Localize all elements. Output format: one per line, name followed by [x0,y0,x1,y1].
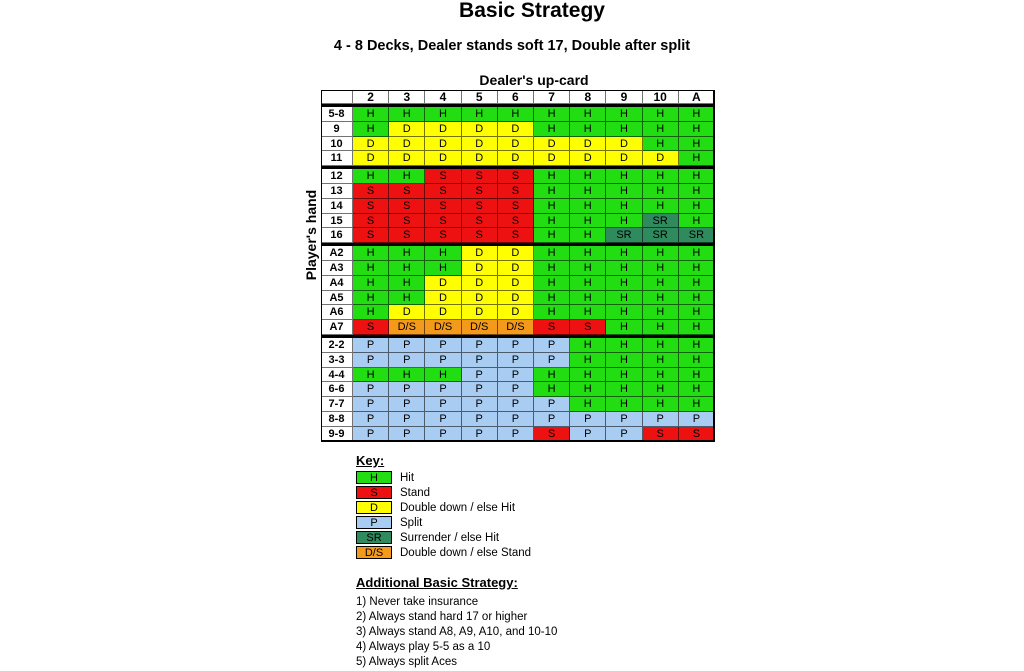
strategy-cell: D [462,276,498,291]
row-label: A2 [321,246,353,261]
strategy-cell: H [534,305,570,320]
strategy-cell: H [606,338,642,353]
strategy-cell: D [498,261,534,276]
strategy-cell: P [606,427,642,442]
strategy-cell: P [462,368,498,383]
key-label: Stand [400,487,431,499]
strategy-cell: H [606,276,642,291]
row-label: A3 [321,261,353,276]
strategy-cell: D [498,291,534,306]
row-label: 5-8 [321,107,353,122]
strategy-cell: H [570,305,606,320]
column-header: 5 [462,90,498,104]
row-label: 9 [321,122,353,137]
strategy-cell: H [643,199,679,214]
strategy-cell: H [679,338,715,353]
strategy-cell: H [353,291,389,306]
strategy-cell: H [534,261,570,276]
strategy-cell: H [570,184,606,199]
strategy-cell: H [534,368,570,383]
row-label: 3-3 [321,353,353,368]
strategy-cell: H [643,276,679,291]
strategy-cell: D [498,246,534,261]
strategy-cell: H [353,276,389,291]
strategy-cell: H [643,122,679,137]
strategy-cell: H [679,276,715,291]
strategy-cell: H [643,291,679,306]
strategy-cell: H [389,107,425,122]
key-swatch: SR [356,531,392,544]
strategy-cell: H [570,397,606,412]
strategy-cell: P [534,353,570,368]
strategy-cell: D [498,122,534,137]
strategy-cell: D [462,291,498,306]
strategy-cell: H [606,107,642,122]
row-label: 14 [321,199,353,214]
strategy-cell: H [570,382,606,397]
strategy-cell: S [425,228,461,243]
strategy-cell: P [353,338,389,353]
strategy-cell: H [570,122,606,137]
strategy-cell: H [389,261,425,276]
strategy-cell: H [679,137,715,152]
strategy-cell: P [389,397,425,412]
strategy-cell: P [534,397,570,412]
strategy-cell: H [679,246,715,261]
strategy-cell: SR [643,228,679,243]
page-subtitle: 4 - 8 Decks, Dealer stands soft 17, Double after split [333,38,691,54]
strategy-cell: S [353,320,389,335]
strategy-cell: H [679,199,715,214]
strategy-cell: H [534,382,570,397]
header-corner [321,90,353,104]
strategy-cell: S [425,184,461,199]
strategy-cell: H [643,246,679,261]
additional-strategy-title: Additional Basic Strategy: [356,575,518,590]
row-label: 11 [321,151,353,166]
strategy-cell: H [606,382,642,397]
strategy-cell: D/S [498,320,534,335]
strategy-cell: H [570,338,606,353]
strategy-cell: H [353,169,389,184]
strategy-cell: P [425,427,461,442]
strategy-cell: H [606,320,642,335]
strategy-cell: H [606,353,642,368]
strategy-cell: H [679,122,715,137]
column-header: 6 [498,90,534,104]
strategy-cell: H [498,107,534,122]
strategy-cell: D [498,276,534,291]
strategy-cell: D [425,137,461,152]
strategy-cell: S [498,214,534,229]
column-header: 3 [389,90,425,104]
strategy-cell: H [389,368,425,383]
strategy-cell: D [534,151,570,166]
strategy-cell: H [606,261,642,276]
strategy-cell: S [389,199,425,214]
players-hand-label: Player's hand [303,189,319,281]
strategy-cell: H [606,214,642,229]
row-label: 13 [321,184,353,199]
strategy-cell: H [570,368,606,383]
strategy-cell: SR [643,214,679,229]
strategy-cell: P [498,382,534,397]
strategy-cell: D [462,261,498,276]
strategy-cell: H [679,214,715,229]
strategy-cell: D [606,137,642,152]
strategy-cell: H [425,261,461,276]
strategy-cell: H [643,261,679,276]
strategy-cell: P [534,412,570,427]
strategy-cell: D [498,151,534,166]
row-label: 12 [321,169,353,184]
strategy-cell: H [643,368,679,383]
strategy-cell: P [425,382,461,397]
strategy-cell: H [606,169,642,184]
strategy-cell: S [498,228,534,243]
column-header: 8 [570,90,606,104]
strategy-cell: H [643,353,679,368]
strategy-cell: S [498,169,534,184]
strategy-cell: S [498,199,534,214]
strategy-cell: H [353,122,389,137]
strategy-cell: S [425,214,461,229]
strategy-cell: S [353,184,389,199]
strategy-cell: H [643,169,679,184]
key-swatch: D [356,501,392,514]
row-label: 9-9 [321,427,353,442]
strategy-cell: H [606,305,642,320]
strategy-cell: H [389,246,425,261]
strategy-cell: D [462,122,498,137]
strategy-cell: H [679,107,715,122]
strategy-cell: H [534,122,570,137]
key-swatch: S [356,486,392,499]
strategy-cell: S [425,199,461,214]
row-label: 16 [321,228,353,243]
strategy-cell: H [534,184,570,199]
strategy-cell: H [570,276,606,291]
strategy-cell: D/S [389,320,425,335]
strategy-cell: D/S [462,320,498,335]
strategy-cell: H [570,246,606,261]
strategy-cell: H [643,338,679,353]
strategy-cell: P [389,338,425,353]
strategy-cell: H [643,107,679,122]
strategy-cell: P [425,397,461,412]
strategy-cell: H [353,246,389,261]
strategy-cell: D [570,151,606,166]
strategy-cell: S [425,169,461,184]
row-label: A6 [321,305,353,320]
strategy-cell: H [606,246,642,261]
strategy-cell: H [606,199,642,214]
strategy-cell: S [462,169,498,184]
strategy-cell: S [462,228,498,243]
strategy-cell: H [425,246,461,261]
key-swatch: P [356,516,392,529]
strategy-cell: S [643,427,679,442]
strategy-cell: S [462,199,498,214]
strategy-cell: P [462,353,498,368]
strategy-cell: D [425,276,461,291]
key-swatch: D/S [356,546,392,559]
strategy-cell: H [679,184,715,199]
row-label: 7-7 [321,397,353,412]
strategy-cell: H [534,199,570,214]
key-title: Key: [356,453,385,468]
strategy-cell: S [353,228,389,243]
strategy-tip: 3) Always stand A8, A9, A10, and 10-10 [356,626,558,638]
strategy-cell: P [389,412,425,427]
strategy-cell: S [570,320,606,335]
strategy-cell: H [679,291,715,306]
strategy-tip: 4) Always play 5-5 as a 10 [356,641,491,653]
strategy-cell: P [462,382,498,397]
strategy-cell: P [425,412,461,427]
strategy-cell: H [606,397,642,412]
strategy-cell: D [570,137,606,152]
strategy-cell: S [462,184,498,199]
row-label: 6-6 [321,382,353,397]
strategy-cell: H [570,199,606,214]
strategy-cell: P [570,412,606,427]
row-label: A5 [321,291,353,306]
strategy-cell: H [606,122,642,137]
strategy-cell: D [389,137,425,152]
column-header: A [679,90,715,104]
strategy-cell: P [462,412,498,427]
strategy-cell: H [643,184,679,199]
column-header: 2 [353,90,389,104]
strategy-cell: P [606,412,642,427]
column-header: 7 [534,90,570,104]
column-header: 10 [643,90,679,104]
strategy-cell: H [570,291,606,306]
strategy-cell: P [353,427,389,442]
strategy-cell: P [462,397,498,412]
strategy-cell: D [462,137,498,152]
strategy-cell: H [389,169,425,184]
strategy-cell: H [534,169,570,184]
strategy-cell: P [498,338,534,353]
strategy-cell: H [389,276,425,291]
strategy-cell: D [462,151,498,166]
strategy-cell: P [389,427,425,442]
strategy-cell: H [606,368,642,383]
strategy-tip: 2) Always stand hard 17 or higher [356,611,528,623]
strategy-cell: D [353,137,389,152]
strategy-cell: H [389,291,425,306]
row-label: 2-2 [321,338,353,353]
strategy-cell: H [534,214,570,229]
strategy-cell: P [679,412,715,427]
key-label: Double down / else Hit [400,502,516,514]
strategy-cell: H [643,382,679,397]
strategy-cell: P [425,353,461,368]
strategy-cell: SR [679,228,715,243]
strategy-cell: D [606,151,642,166]
strategy-cell: SR [606,228,642,243]
key-swatch: H [356,471,392,484]
strategy-cell: H [425,368,461,383]
strategy-cell: H [570,107,606,122]
strategy-cell: H [606,291,642,306]
strategy-cell: D [498,137,534,152]
strategy-cell: H [570,261,606,276]
strategy-cell: D [643,151,679,166]
row-label: A7 [321,320,353,335]
strategy-cell: P [498,397,534,412]
key-label: Hit [400,472,415,484]
strategy-cell: P [425,338,461,353]
strategy-cell: P [498,427,534,442]
strategy-cell: H [534,228,570,243]
strategy-cell: S [679,427,715,442]
row-label: 8-8 [321,412,353,427]
strategy-cell: P [389,353,425,368]
strategy-cell: H [679,397,715,412]
strategy-cell: D [353,151,389,166]
column-header: 9 [606,90,642,104]
key-label: Surrender / else Hit [400,532,500,544]
strategy-cell: H [679,151,715,166]
strategy-cell: P [534,338,570,353]
strategy-tip: 5) Always split Aces [356,656,457,668]
strategy-cell: D [425,122,461,137]
row-label: 15 [321,214,353,229]
page-title: Basic Strategy [459,0,605,22]
strategy-cell: S [389,184,425,199]
strategy-cell: P [643,412,679,427]
strategy-cell: S [353,214,389,229]
strategy-cell: H [353,305,389,320]
strategy-cell: P [353,382,389,397]
dealer-upcard-label: Dealer's up-card [479,72,589,88]
strategy-cell: H [643,397,679,412]
strategy-cell: P [462,427,498,442]
strategy-cell: D [498,305,534,320]
strategy-cell: S [498,184,534,199]
strategy-cell: D [462,246,498,261]
strategy-cell: S [389,228,425,243]
strategy-cell: H [643,320,679,335]
strategy-table [321,90,715,442]
strategy-cell: S [534,427,570,442]
strategy-cell: P [353,353,389,368]
strategy-cell: H [679,169,715,184]
strategy-cell: H [534,276,570,291]
strategy-cell: D [425,151,461,166]
row-label: A4 [321,276,353,291]
strategy-cell: H [353,368,389,383]
strategy-cell: D [425,305,461,320]
strategy-cell: H [643,137,679,152]
strategy-cell: S [389,214,425,229]
strategy-cell: H [462,107,498,122]
strategy-cell: P [498,353,534,368]
strategy-cell: P [498,368,534,383]
strategy-cell: S [462,214,498,229]
strategy-cell: D/S [425,320,461,335]
strategy-cell: H [679,261,715,276]
strategy-cell: S [353,199,389,214]
row-label: 10 [321,137,353,152]
key-label: Split [400,517,423,529]
strategy-cell: H [570,214,606,229]
strategy-cell: H [679,368,715,383]
strategy-cell: D [425,291,461,306]
strategy-cell: H [679,320,715,335]
strategy-cell: P [389,382,425,397]
strategy-cell: H [570,353,606,368]
row-label: 4-4 [321,368,353,383]
strategy-tip: 1) Never take insurance [356,596,479,608]
strategy-cell: D [534,137,570,152]
strategy-cell: D [389,122,425,137]
strategy-cell: D [389,305,425,320]
strategy-cell: H [425,107,461,122]
strategy-cell: P [353,412,389,427]
strategy-cell: H [606,184,642,199]
strategy-cell: P [498,412,534,427]
strategy-cell: H [643,305,679,320]
strategy-cell: D [389,151,425,166]
strategy-cell: H [353,261,389,276]
strategy-cell: D [462,305,498,320]
strategy-cell: P [462,338,498,353]
strategy-cell: P [570,427,606,442]
strategy-cell: H [679,305,715,320]
strategy-cell: H [534,107,570,122]
strategy-cell: H [534,291,570,306]
strategy-cell: H [679,353,715,368]
strategy-cell: H [679,382,715,397]
strategy-cell: H [570,228,606,243]
strategy-cell: H [570,169,606,184]
key-label: Double down / else Stand [400,547,532,559]
column-header: 4 [425,90,461,104]
strategy-cell: S [534,320,570,335]
strategy-cell: H [353,107,389,122]
strategy-cell: P [353,397,389,412]
strategy-cell: H [534,246,570,261]
